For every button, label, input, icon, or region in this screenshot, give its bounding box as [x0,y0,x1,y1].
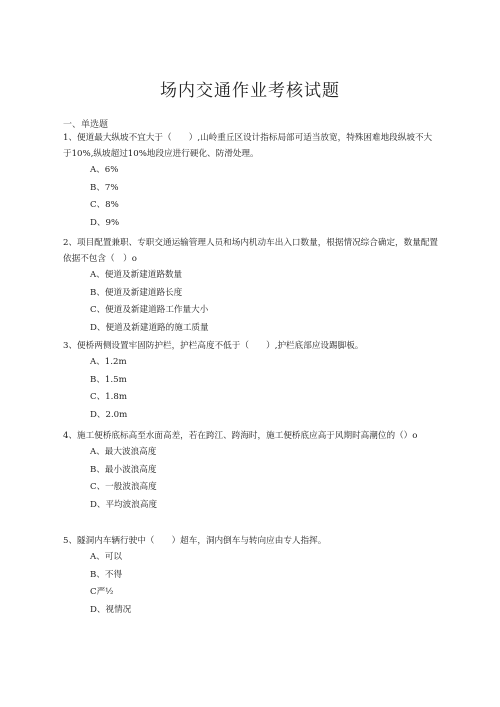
question-stem: 4、施工便桥底标高至水面高差，若在跨江、跨海时，施工便桥底应高于风期时高潮位的（）o [63,431,418,441]
option: A、便道及新建道路数量 [90,270,183,280]
option: B、7% [90,182,119,193]
question-3 [63,338,439,424]
question-2 [63,235,439,337]
question-5 [63,533,439,619]
question-stem: 2、项目配置兼职、专职交通运输管理人员和场内机动车出入口数量，根据情况综合确定，数量配置依据不包含（ ）o [63,238,439,264]
option: D、便道及新建道路的施工质量 [90,322,209,333]
option: A、6% [90,165,119,175]
option: A、可以 [90,552,122,562]
question-stem: 5、隧洞内车辆行驶中（ ）超车，洞内倒车与转向应由专人指挥。 [63,536,327,546]
question-4 [63,428,439,514]
option: C、便道及新建道路工作量大小 [90,305,209,315]
question-stem: 3、便桥两侧设置牢固防护栏，护栏高度不低于（ ）,护栏底部应设踢脚板。 [63,341,364,351]
option: A、最大波浪高度 [90,447,157,457]
option: A、1.2m [90,357,127,367]
option: C、8% [90,200,119,210]
option: B、便道及新建道路长度 [90,287,183,298]
question-stem: 1、便道最大纵坡不宜大于（ ）,山岭重丘区设计指标局部可适当放宽，特殊困难地段纵坡不大于10%,纵坡超过10%地段应进行硬化、防滑处理。 [63,133,433,159]
option: C、1.8m [90,392,127,402]
document-title: 场内交通作业考核试题 [160,81,340,101]
option: C、一般波浪高度 [90,482,157,492]
option: D、平均波浪高度 [90,499,158,510]
option: D、视情况 [90,604,132,615]
option: C严½ [90,587,114,597]
option: D、9% [90,217,120,228]
question-1 [63,130,439,232]
option: B、最小波浪高度 [90,464,157,475]
option: B、1.5m [90,374,127,385]
section-heading: 一、单选题 [63,120,109,130]
option: D、2.0m [90,409,128,420]
option: B、不得 [90,569,123,580]
